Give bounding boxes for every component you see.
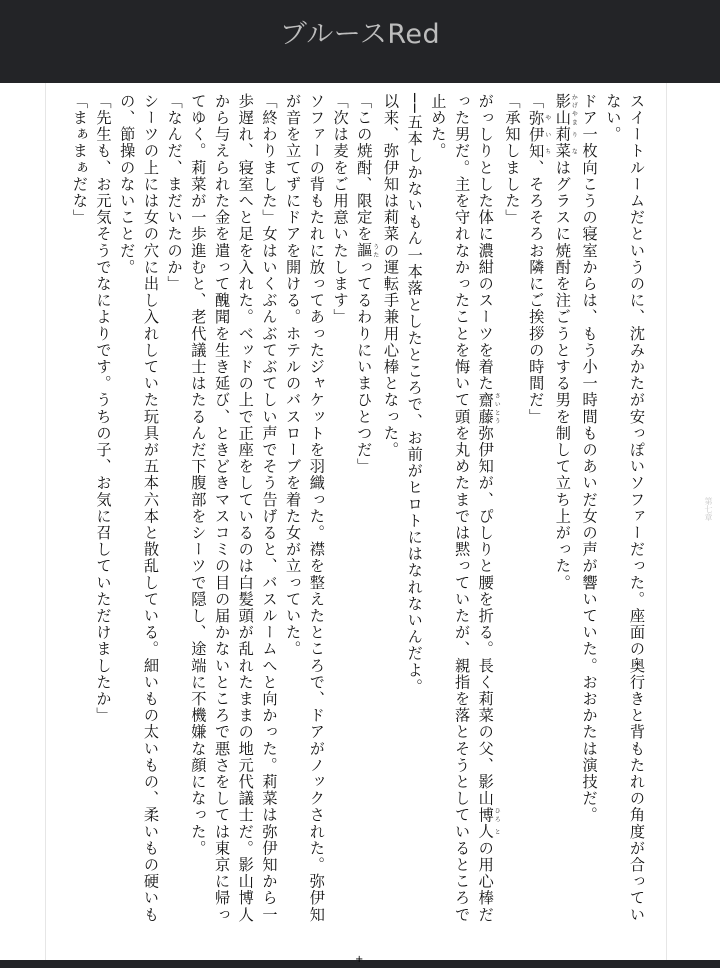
ruby-base: 影山 bbox=[553, 93, 572, 127]
ruby-reading: りな bbox=[570, 126, 578, 160]
text-run: 「次は麦をご用意いたします」 bbox=[331, 93, 350, 326]
text-run: 「先生も、お元気そうでなによりです。うちの子、お気に召していただけましたか」 bbox=[94, 93, 113, 724]
ruby-base: 弥伊知 bbox=[527, 109, 546, 160]
title-bar bbox=[0, 0, 720, 83]
ruby-word bbox=[476, 391, 501, 426]
text-run: 「承知しました」 bbox=[503, 93, 522, 226]
text-run: 弥伊知が、ぴしりと腰を折る。長く莉菜の父、影山 bbox=[476, 425, 495, 807]
ruby-base: 莉菜 bbox=[553, 126, 572, 160]
ruby-base: 人 bbox=[476, 823, 495, 841]
paragraph bbox=[91, 93, 115, 933]
chapter-side-mark: 第七章 bbox=[704, 497, 713, 521]
text-run: がっしりとした体に濃紺のスーツを着た bbox=[476, 93, 495, 392]
paragraph bbox=[577, 93, 601, 933]
cursor-icon: + bbox=[355, 954, 364, 965]
ruby-word bbox=[553, 126, 578, 160]
text-run: の用心棒だった男だ。主を守れなかったことを悔いて頭を丸めたまでは黙っていたが、親指を落とそうとしているところで止めた。 bbox=[429, 93, 495, 924]
text-run: 以来、弥伊知は莉菜の運転手兼用心棒となった。 bbox=[381, 93, 400, 459]
paragraph bbox=[67, 93, 91, 933]
ruby-reading: さいとう bbox=[493, 391, 501, 425]
text-run: ──五本しかないもん一本落としたところで、お前がヒロトにはなれないんだよ。 bbox=[405, 93, 424, 696]
app-title: ブルースRed bbox=[279, 19, 441, 50]
text-run: ソファーの背もたれに放ってあったジャケットを羽織った。襟を整えたところで、ドアがノックされた。弥伊知が音を立てずにドアを開ける。ホテルのバスローブを着た女が立っていた。 bbox=[284, 93, 326, 923]
paragraph bbox=[186, 93, 281, 933]
ruby-reading: ひろ bbox=[493, 806, 501, 824]
paragraph bbox=[402, 93, 426, 933]
paragraph bbox=[378, 93, 402, 933]
text-run: 「まぁまぁだな」 bbox=[70, 93, 89, 226]
text-run: シーツの上には女の穴に出し入れしていた玩具が五本六本と散乱している。細いもの太いもの、柔いもの硬いもの、節操のないことだ。 bbox=[118, 93, 160, 923]
paragraph bbox=[352, 93, 379, 933]
paragraph bbox=[426, 93, 500, 933]
ruby-word bbox=[553, 93, 578, 127]
text-run: 「なんだ、まだいたのか」 bbox=[165, 93, 184, 293]
text-run: 「この焼酎、限定を bbox=[355, 93, 374, 243]
ruby-word bbox=[527, 109, 551, 160]
paragraph bbox=[280, 93, 327, 933]
ruby-base: 齋藤 bbox=[476, 391, 495, 426]
ruby-word bbox=[355, 242, 379, 260]
ruby-reading: やいち bbox=[543, 109, 551, 160]
text-run: 、そろそろお隣にご挨拶の時間だ」 bbox=[527, 159, 546, 426]
paragraph bbox=[601, 93, 648, 933]
reader-page[interactable] bbox=[45, 83, 667, 960]
ruby-reading: と bbox=[493, 823, 501, 841]
paragraph bbox=[523, 93, 550, 933]
paragraph bbox=[162, 93, 186, 933]
text-run: はグラスに焼酎を注ごうとする男を制して立ち上がった。 bbox=[553, 159, 572, 592]
novel-text bbox=[67, 93, 648, 933]
text-run: 「 bbox=[527, 93, 546, 110]
paragraph bbox=[328, 93, 352, 933]
ruby-word bbox=[476, 806, 501, 824]
text-run: ってるわりにいまひとつだ」 bbox=[355, 259, 374, 475]
text-run: 「終わりました」女はいくぶんぶてぶてしい声でそう告げると、バスルームへと向かった。莉菜は弥伊知から一歩遅れ、寝室へと足を入れた。ベッドの上で正座をしているのは白髪頭が乱れたままの地元代議士だ。影山博人から与えられた金を遣って醜聞を生き延び、ときどきマスコミの目の届かないところで悪さをしては東京に帰ってゆく。莉菜が一歩進むと、老代議士はたるんだ下腹部をシーツで隠し、途端に不機嫌な顔になった。 bbox=[189, 93, 279, 923]
paragraph bbox=[115, 93, 162, 933]
ruby-word bbox=[476, 823, 501, 841]
ruby-reading: かげやま bbox=[570, 93, 578, 127]
paragraph bbox=[550, 93, 577, 933]
text-run: スイートルームだというのに、沈みかたが安っぽいソファーだった。座面の奥行きと背もたれの角度が合っていない。 bbox=[604, 93, 646, 923]
paragraph bbox=[500, 93, 524, 933]
ruby-base: 謳 bbox=[355, 242, 374, 260]
text-run: ドア一枚向こうの寝室からは、もう小一時間ものあいだ女の声が響いていた。おおかたは演技だ。 bbox=[580, 93, 599, 824]
ruby-base: 博 bbox=[476, 806, 495, 824]
ruby-reading: うた bbox=[371, 242, 379, 259]
